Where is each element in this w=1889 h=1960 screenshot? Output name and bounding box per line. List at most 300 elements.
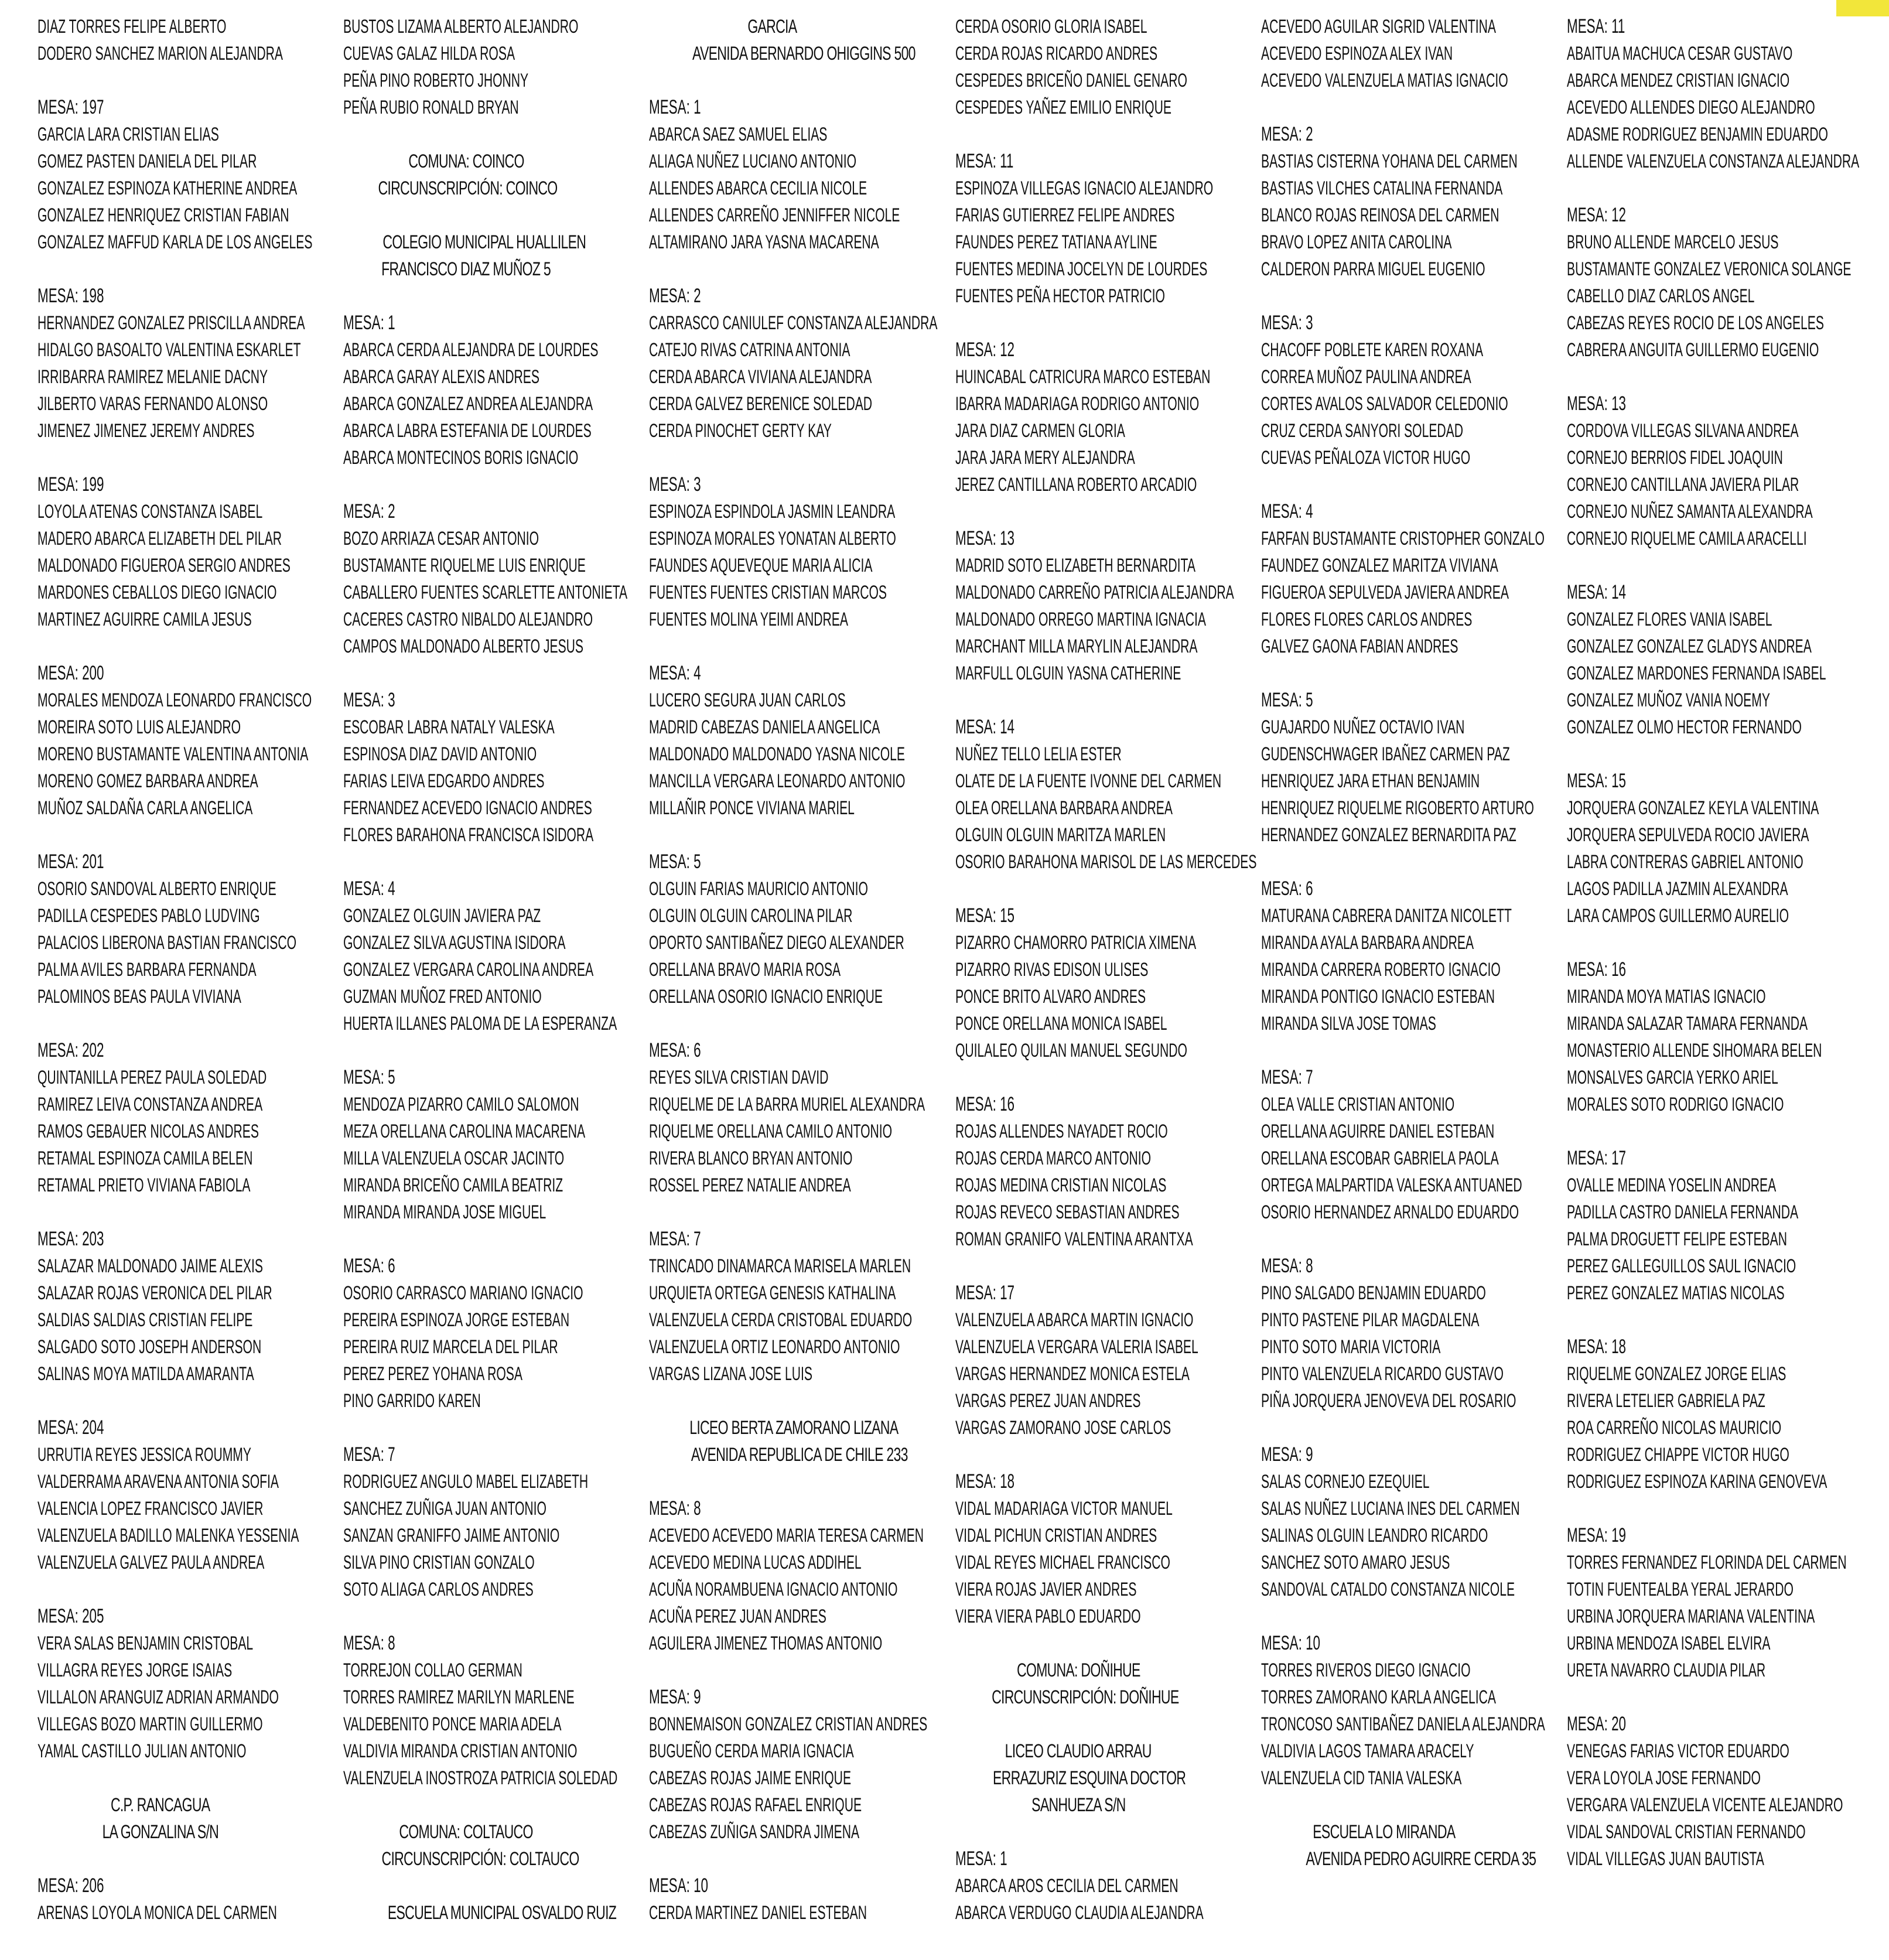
voter-name: LOYOLA ATENAS CONSTANZA ISABEL bbox=[37, 501, 263, 522]
mesa-header: MESA: 16 bbox=[955, 1093, 1015, 1115]
voter-name: LUCERO SEGURA JUAN CARLOS bbox=[649, 689, 846, 711]
heading-text: COMUNA: COLTAUCO bbox=[399, 1821, 534, 1842]
voter-name: VARGAS ZAMORANO JOSE CARLOS bbox=[955, 1417, 1171, 1438]
voter-name: SANCHEZ ZUÑIGA JUAN ANTONIO bbox=[343, 1498, 546, 1519]
voter-name: ORELLANA AGUIRRE DANIEL ESTEBAN bbox=[1261, 1121, 1495, 1142]
heading-line bbox=[343, 148, 589, 175]
voter-name: VALENCIA LOPEZ FRANCISCO JAVIER bbox=[37, 1498, 264, 1519]
voter-name: RIQUELME GONZALEZ JORGE ELIAS bbox=[1567, 1363, 1786, 1384]
voter-name: OVALLE MEDINA YOSELIN ANDREA bbox=[1567, 1174, 1777, 1196]
voter-name: URRUTIA REYES JESSICA ROUMMY bbox=[37, 1444, 251, 1465]
voter-name: ACEVEDO ACEVEDO MARIA TERESA CARMEN bbox=[649, 1525, 924, 1546]
mesa-header: MESA: 12 bbox=[1567, 204, 1627, 226]
mesa-block bbox=[1567, 13, 1889, 175]
voter-name: FAUNDEZ GONZALEZ MARITZA VIVIANA bbox=[1261, 555, 1498, 576]
mesa-header: MESA: 17 bbox=[1567, 1147, 1627, 1169]
column-1 bbox=[0, 13, 313, 1960]
voter-name: PADILLA CASTRO DANIELA FERNANDA bbox=[1567, 1201, 1799, 1223]
voter-name: PEREZ GONZALEZ MATIAS NICOLAS bbox=[1567, 1282, 1785, 1303]
heading-line bbox=[343, 1845, 589, 1872]
voter-name: ACEVEDO ESPINOZA ALEX IVAN bbox=[1261, 43, 1453, 64]
voter-name: PINO SALGADO BENJAMIN EDUARDO bbox=[1261, 1282, 1486, 1303]
voter-name: MARFULL OLGUIN YASNA CATHERINE bbox=[955, 663, 1181, 684]
mesa-header: MESA: 204 bbox=[37, 1416, 104, 1439]
voter-name: FUENTES MOLINA YEIMI ANDREA bbox=[649, 609, 848, 630]
voter-name: GONZALEZ ESPINOZA KATHERINE ANDREA bbox=[37, 177, 298, 199]
voter-name: RIQUELME ORELLANA CAMILO ANTONIO bbox=[649, 1121, 893, 1142]
mesa-header: MESA: 4 bbox=[649, 662, 701, 684]
heading-text: COMUNA: COINCO bbox=[408, 151, 524, 172]
voter-name: VALDEBENITO PONCE MARIA ADELA bbox=[343, 1713, 562, 1734]
mesa-header: MESA: 8 bbox=[343, 1632, 395, 1654]
voter-name: GONZALEZ VERGARA CAROLINA ANDREA bbox=[343, 959, 594, 980]
location-heading bbox=[955, 1737, 1224, 1818]
voter-name: SALINAS OLGUIN LEANDRO RICARDO bbox=[1261, 1525, 1488, 1546]
mesa-header: MESA: 8 bbox=[1261, 1255, 1313, 1277]
voter-name: ROJAS CERDA MARCO ANTONIO bbox=[955, 1148, 1152, 1169]
mesa-header: MESA: 18 bbox=[1567, 1336, 1627, 1358]
voter-name: OSORIO HERNANDEZ ARNALDO EDUARDO bbox=[1261, 1201, 1519, 1223]
heading-text: CIRCUNSCRIPCIÓN: DOÑIHUE bbox=[992, 1686, 1179, 1708]
mesa-header: MESA: 10 bbox=[649, 1874, 709, 1897]
voter-name: AGUILERA JIMENEZ THOMAS ANTONIO bbox=[649, 1633, 883, 1654]
heading-line bbox=[649, 1414, 899, 1441]
voter-name: PEÑA PINO ROBERTO JHONNY bbox=[343, 70, 529, 91]
voter-name: MIRANDA SALAZAR TAMARA FERNANDA bbox=[1567, 1013, 1808, 1034]
continued-list bbox=[343, 13, 612, 121]
voter-name: MIRANDA AYALA BARBARA ANDREA bbox=[1261, 932, 1474, 953]
heading-line bbox=[37, 1791, 283, 1818]
mesa-block bbox=[1567, 1145, 1889, 1306]
voter-name: VILLAGRA REYES JORGE ISAIAS bbox=[37, 1659, 233, 1681]
voter-name: VALENZUELA CERDA CRISTOBAL EDUARDO bbox=[649, 1309, 913, 1330]
mesa-header: MESA: 9 bbox=[1261, 1443, 1313, 1466]
voter-name: CORNEJO BERRIOS FIDEL JOAQUIN bbox=[1567, 447, 1783, 468]
mesa-block bbox=[955, 1279, 1224, 1441]
continued-list bbox=[1261, 13, 1529, 94]
location-heading bbox=[649, 13, 918, 67]
voter-name: PIZARRO RIVAS EDISON ULISES bbox=[955, 959, 1149, 980]
voter-name: TORRES ZAMORANO KARLA ANGELICA bbox=[1261, 1686, 1496, 1708]
location-heading bbox=[343, 228, 612, 282]
heading-line bbox=[649, 40, 916, 67]
voter-name: RAMOS GEBAUER NICOLAS ANDRES bbox=[37, 1121, 259, 1142]
mesa-header: MESA: 8 bbox=[649, 1497, 701, 1519]
voter-name: RIVERA LETELIER GABRIELA PAZ bbox=[1567, 1390, 1765, 1411]
voter-name: MALDONADO ORREGO MARTINA IGNACIA bbox=[955, 609, 1206, 630]
heading-text: AVENIDA PEDRO AGUIRRE CERDA 35 bbox=[1306, 1848, 1536, 1869]
heading-line bbox=[1261, 1845, 1536, 1872]
voter-name: FAUNDES PEREZ TATIANA AYLINE bbox=[955, 231, 1157, 252]
voter-name: FAUNDES AQUEVEQUE MARIA ALICIA bbox=[649, 555, 873, 576]
voter-name: ROJAS MEDINA CRISTIAN NICOLAS bbox=[955, 1174, 1167, 1196]
voter-name: PIZARRO CHAMORRO PATRICIA XIMENA bbox=[955, 932, 1197, 953]
mesa-header: MESA: 2 bbox=[649, 285, 701, 307]
voter-name: RAMIREZ LEIVA CONSTANZA ANDREA bbox=[37, 1094, 263, 1115]
heading-text: LICEO CLAUDIO ARRAU bbox=[1005, 1740, 1152, 1761]
heading-line bbox=[955, 1737, 1201, 1764]
voter-name: FUENTES MEDINA JOCELYN DE LOURDES bbox=[955, 258, 1208, 279]
voter-name: VALENZUELA ORTIZ LEONARDO ANTONIO bbox=[649, 1336, 900, 1357]
voter-name: VILLALON ARANGUIZ ADRIAN ARMANDO bbox=[37, 1686, 279, 1708]
voter-name: JEREZ CANTILLANA ROBERTO ARCADIO bbox=[955, 474, 1197, 495]
column-4 bbox=[918, 13, 1257, 1960]
mesa-block bbox=[37, 848, 306, 1010]
heading-line bbox=[343, 228, 589, 255]
voter-name: VALDIVIA MIRANDA CRISTIAN ANTONIO bbox=[343, 1740, 578, 1761]
mesa-header: MESA: 2 bbox=[1261, 123, 1313, 145]
column-5 bbox=[1224, 13, 1545, 1960]
voter-name: OLATE DE LA FUENTE IVONNE DEL CARMEN bbox=[955, 770, 1222, 791]
mesa-block bbox=[649, 848, 918, 1010]
voter-name: SANZAN GRANIFFO JAIME ANTONIO bbox=[343, 1525, 560, 1546]
mesa-block bbox=[955, 525, 1234, 687]
voter-name: CUEVAS PEÑALOZA VICTOR HUGO bbox=[1261, 447, 1471, 468]
voter-name: MILLAÑIR PONCE VIVIANA MARIEL bbox=[649, 797, 855, 818]
voter-name: BLANCO ROJAS REINOSA DEL CARMEN bbox=[1261, 204, 1499, 226]
mesa-block bbox=[37, 1037, 306, 1198]
voter-name: YAMAL CASTILLO JULIAN ANTONIO bbox=[37, 1740, 247, 1761]
voter-name: RODRIGUEZ ESPINOZA KARINA GENOVEVA bbox=[1567, 1471, 1827, 1492]
voter-name: RODRIGUEZ ANGULO MABEL ELIZABETH bbox=[343, 1471, 589, 1492]
voter-name: GOMEZ PASTEN DANIELA DEL PILAR bbox=[37, 151, 257, 172]
voter-name: FLORES BARAHONA FRANCISCA ISIDORA bbox=[343, 824, 594, 845]
voter-name: ABARCA GONZALEZ ANDREA ALEJANDRA bbox=[343, 393, 593, 414]
voter-name: ROJAS ALLENDES NAYADET ROCIO bbox=[955, 1121, 1168, 1142]
voter-name: PONCE BRITO ALVARO ANDRES bbox=[955, 986, 1146, 1007]
voter-name: GARCIA LARA CRISTIAN ELIAS bbox=[37, 124, 219, 145]
mesa-header: MESA: 6 bbox=[343, 1255, 395, 1277]
voter-name: ACEVEDO ALLENDES DIEGO ALEJANDRO bbox=[1567, 97, 1815, 118]
voter-name: CABEZAS REYES ROCIO DE LOS ANGELES bbox=[1567, 312, 1824, 333]
voter-name: GALVEZ GAONA FABIAN ANDRES bbox=[1261, 636, 1458, 657]
voter-name: SILVA PINO CRISTIAN GONZALO bbox=[343, 1552, 535, 1573]
mesa-block bbox=[37, 1414, 306, 1576]
voter-name: VIERA VIERA PABLO EDUARDO bbox=[955, 1606, 1141, 1627]
mesa-header: MESA: 3 bbox=[343, 689, 395, 711]
voter-name: GONZALEZ MAFFUD KARLA DE LOS ANGELES bbox=[37, 231, 313, 252]
voter-name: VALENZUELA GALVEZ PAULA ANDREA bbox=[37, 1552, 265, 1573]
voter-name: HENRIQUEZ JARA ETHAN BENJAMIN bbox=[1261, 770, 1480, 791]
heading-text: AVENIDA REPUBLICA DE CHILE 233 bbox=[691, 1444, 908, 1465]
mesa-header: MESA: 6 bbox=[1261, 877, 1313, 900]
mesa-block bbox=[37, 660, 312, 821]
voter-name: GONZALEZ GONZALEZ GLADYS ANDREA bbox=[1567, 636, 1812, 657]
mesa-header: MESA: 15 bbox=[955, 904, 1015, 927]
voter-name: ROSSEL PEREZ NATALIE ANDREA bbox=[649, 1174, 851, 1196]
voter-name: MIRANDA BRICEÑO CAMILA BEATRIZ bbox=[343, 1174, 563, 1196]
voter-name: BONNEMAISON GONZALEZ CRISTIAN ANDRES bbox=[649, 1713, 928, 1734]
voter-name: BRAVO LOPEZ ANITA CAROLINA bbox=[1261, 231, 1452, 252]
voter-name: HENRIQUEZ RIQUELME RIGOBERTO ARTURO bbox=[1261, 797, 1534, 818]
voter-name: SALAZAR MALDONADO JAIME ALEXIS bbox=[37, 1255, 263, 1276]
voter-name: MADRID CABEZAS DANIELA ANGELICA bbox=[649, 716, 880, 737]
mesa-block bbox=[649, 1037, 925, 1198]
corner-accent bbox=[1836, 0, 1889, 16]
voter-name: RIQUELME DE LA BARRA MURIEL ALEXANDRA bbox=[649, 1094, 925, 1115]
voter-name: CATEJO RIVAS CATRINA ANTONIA bbox=[649, 339, 850, 360]
voter-name: OLEA VALLE CRISTIAN ANTONIO bbox=[1261, 1094, 1455, 1115]
mesa-block bbox=[1567, 579, 1889, 740]
voter-name: JORQUERA GONZALEZ KEYLA VALENTINA bbox=[1567, 797, 1819, 818]
heading-text: LICEO BERTA ZAMORANO LIZANA bbox=[689, 1417, 899, 1438]
heading-text: SANHUEZA S/N bbox=[1031, 1794, 1126, 1815]
mesa-block bbox=[343, 309, 612, 471]
mesa-block bbox=[955, 336, 1224, 498]
voter-name: ABARCA MENDEZ CRISTIAN IGNACIO bbox=[1567, 70, 1790, 91]
mesa-block bbox=[1261, 687, 1534, 848]
voter-name: URBINA JORQUERA MARIANA VALENTINA bbox=[1567, 1606, 1815, 1627]
mesa-header: MESA: 198 bbox=[37, 285, 104, 307]
mesa-block bbox=[955, 1468, 1224, 1630]
voter-name: VALENZUELA INOSTROZA PATRICIA SOLEDAD bbox=[343, 1767, 618, 1788]
voter-name: VARGAS PEREZ JUAN ANDRES bbox=[955, 1390, 1141, 1411]
voter-name: CORNEJO CANTILLANA JAVIERA PILAR bbox=[1567, 474, 1799, 495]
mesa-block bbox=[37, 1603, 306, 1764]
mesa-header: MESA: 10 bbox=[1261, 1632, 1321, 1654]
heading-line bbox=[955, 1764, 1201, 1791]
voter-name: MADERO ABARCA ELIZABETH DEL PILAR bbox=[37, 528, 282, 549]
voter-name: MIRANDA PONTIGO IGNACIO ESTEBAN bbox=[1261, 986, 1495, 1007]
voter-name: PEREIRA RUIZ MARCELA DEL PILAR bbox=[343, 1336, 558, 1357]
mesa-block bbox=[955, 1845, 1224, 1926]
voter-name: BASTIAS CISTERNA YOHANA DEL CARMEN bbox=[1261, 151, 1518, 172]
mesa-block bbox=[343, 1630, 618, 1791]
mesa-block bbox=[649, 282, 938, 444]
mesa-block bbox=[343, 1064, 612, 1225]
voter-name: FARFAN BUSTAMANTE CRISTOPHER GONZALO bbox=[1261, 528, 1545, 549]
voter-name: FARIAS GUTIERREZ FELIPE ANDRES bbox=[955, 204, 1175, 226]
mesa-header: MESA: 200 bbox=[37, 662, 104, 684]
heading-line bbox=[955, 1657, 1201, 1684]
heading-text: ESCUELA LO MIRANDA bbox=[1313, 1821, 1456, 1842]
voter-name: GONZALEZ SILVA AGUSTINA ISIDORA bbox=[343, 932, 566, 953]
voter-name: MONSALVES GARCIA YERKO ARIEL bbox=[1567, 1067, 1778, 1088]
voter-name: VARGAS LIZANA JOSE LUIS bbox=[649, 1363, 812, 1384]
voter-name: PONCE ORELLANA MONICA ISABEL bbox=[955, 1013, 1167, 1034]
voter-name: LARA CAMPOS GUILLERMO AURELIO bbox=[1567, 905, 1789, 926]
mesa-block bbox=[1261, 1252, 1529, 1414]
mesa-header: MESA: 1 bbox=[649, 96, 701, 118]
voter-name: CHACOFF POBLETE KAREN ROXANA bbox=[1261, 339, 1484, 360]
voter-name: SALINAS MOYA MATILDA AMARANTA bbox=[37, 1363, 254, 1384]
voter-name: MARTINEZ AGUIRRE CAMILA JESUS bbox=[37, 609, 252, 630]
heading-text: ERRAZURIZ ESQUINA DOCTOR bbox=[993, 1767, 1186, 1788]
mesa-header: MESA: 201 bbox=[37, 851, 104, 873]
voter-name: ABARCA CERDA ALEJANDRA DE LOURDES bbox=[343, 339, 599, 360]
heading-line bbox=[1261, 1818, 1507, 1845]
mesa-header: MESA: 19 bbox=[1567, 1524, 1627, 1546]
mesa-block bbox=[1567, 390, 1889, 552]
voter-name: VIERA ROJAS JAVIER ANDRES bbox=[955, 1579, 1137, 1600]
mesa-block bbox=[1567, 1333, 1889, 1495]
voter-name: ABARCA VERDUGO CLAUDIA ALEJANDRA bbox=[955, 1902, 1204, 1923]
voter-name: MALDONADO CARREÑO PATRICIA ALEJANDRA bbox=[955, 582, 1234, 603]
voter-name: RETAMAL ESPINOZA CAMILA BELEN bbox=[37, 1148, 253, 1169]
location-heading bbox=[649, 1414, 918, 1468]
voter-name: ACUÑA PEREZ JUAN ANDRES bbox=[649, 1606, 826, 1627]
mesa-block bbox=[343, 1441, 612, 1603]
voter-name: VIDAL VILLEGAS JUAN BAUTISTA bbox=[1567, 1848, 1764, 1869]
voter-name: SALAS NUÑEZ LUCIANA INES DEL CARMEN bbox=[1261, 1498, 1520, 1519]
voter-name: URETA NAVARRO CLAUDIA PILAR bbox=[1567, 1659, 1766, 1681]
voter-name: RODRIGUEZ CHIAPPE VICTOR HUGO bbox=[1567, 1444, 1789, 1465]
mesa-header: MESA: 5 bbox=[1261, 689, 1313, 711]
voter-name: CACERES CASTRO NIBALDO ALEJANDRO bbox=[343, 609, 593, 630]
mesa-header: MESA: 14 bbox=[955, 716, 1015, 738]
mesa-header: MESA: 206 bbox=[37, 1874, 104, 1897]
mesa-header: MESA: 14 bbox=[1567, 581, 1627, 603]
mesa-block bbox=[1261, 1441, 1529, 1603]
voter-name: BRUNO ALLENDE MARCELO JESUS bbox=[1567, 231, 1779, 252]
voter-name: GONZALEZ FLORES VANIA ISABEL bbox=[1567, 609, 1772, 630]
voter-name: HUERTA ILLANES PALOMA DE LA ESPERANZA bbox=[343, 1013, 617, 1034]
voter-name: CERDA OSORIO GLORIA ISABEL bbox=[955, 16, 1147, 37]
voter-name: VIDAL MADARIAGA VICTOR MANUEL bbox=[955, 1498, 1173, 1519]
voter-name: CORREA MUÑOZ PAULINA ANDREA bbox=[1261, 366, 1471, 387]
voter-name: GUDENSCHWAGER IBAÑEZ CARMEN PAZ bbox=[1261, 743, 1510, 764]
voter-name: PALACIOS LIBERONA BASTIAN FRANCISCO bbox=[37, 932, 297, 953]
voter-name: ABARCA LABRA ESTEFANIA DE LOURDES bbox=[343, 420, 592, 441]
voter-name: HUINCABAL CATRICURA MARCO ESTEBAN bbox=[955, 366, 1211, 387]
voter-name: FERNANDEZ ACEVEDO IGNACIO ANDRES bbox=[343, 797, 592, 818]
heading-line bbox=[649, 1441, 908, 1468]
voter-name: MORALES SOTO RODRIGO IGNACIO bbox=[1567, 1094, 1784, 1115]
voter-name: GONZALEZ OLGUIN JAVIERA PAZ bbox=[343, 905, 541, 926]
location-heading bbox=[1261, 1818, 1536, 1872]
voter-name: LABRA CONTRERAS GABRIEL ANTONIO bbox=[1567, 851, 1803, 872]
mesa-block bbox=[343, 1252, 612, 1414]
voter-name: FARIAS LEIVA EDGARDO ANDRES bbox=[343, 770, 545, 791]
mesa-block bbox=[1261, 1064, 1529, 1225]
voter-name: MONASTERIO ALLENDE SIHOMARA BELEN bbox=[1567, 1040, 1822, 1061]
voter-name: CERDA ROJAS RICARDO ANDRES bbox=[955, 43, 1158, 64]
heading-line bbox=[343, 1899, 617, 1926]
voter-name: MEZA ORELLANA CAROLINA MACARENA bbox=[343, 1121, 586, 1142]
voter-name: TORREJON COLLAO GERMAN bbox=[343, 1659, 522, 1681]
location-heading bbox=[343, 1899, 617, 1926]
voter-name: PINTO SOTO MARIA VICTORIA bbox=[1261, 1336, 1441, 1357]
voter-name: MANCILLA VERGARA LEONARDO ANTONIO bbox=[649, 770, 906, 791]
voter-name: DODERO SANCHEZ MARION ALEJANDRA bbox=[37, 43, 283, 64]
voter-name: MALDONADO FIGUEROA SERGIO ANDRES bbox=[37, 555, 291, 576]
mesa-block bbox=[1261, 309, 1529, 471]
voter-name: MATURANA CABRERA DANITZA NICOLETT bbox=[1261, 905, 1512, 926]
voter-name: MARCHANT MILLA MARYLIN ALEJANDRA bbox=[955, 636, 1198, 657]
location-heading bbox=[955, 1657, 1224, 1710]
voter-name: URQUIETA ORTEGA GENESIS KATHALINA bbox=[649, 1282, 896, 1303]
voter-name: OSORIO BARAHONA MARISOL DE LAS MERCEDES bbox=[955, 851, 1257, 872]
voter-name: CABELLO DIAZ CARLOS ANGEL bbox=[1567, 285, 1755, 306]
voter-name: ACEVEDO VALENZUELA MATIAS IGNACIO bbox=[1261, 70, 1508, 91]
voter-name: ARENAS LOYOLA MONICA DEL CARMEN bbox=[37, 1902, 277, 1923]
mesa-header: MESA: 13 bbox=[955, 527, 1015, 549]
voter-name: MORALES MENDOZA LEONARDO FRANCISCO bbox=[37, 689, 312, 711]
voter-name: FLORES FLORES CARLOS ANDRES bbox=[1261, 609, 1473, 630]
voter-name: PALMA AVILES BARBARA FERNANDA bbox=[37, 959, 257, 980]
mesa-block bbox=[343, 687, 612, 848]
mesa-block bbox=[1261, 498, 1545, 660]
continued-list bbox=[955, 13, 1224, 121]
mesa-block bbox=[1567, 1710, 1889, 1872]
voter-name: HERNANDEZ GONZALEZ BERNARDITA PAZ bbox=[1261, 824, 1516, 845]
voter-name: PEREIRA ESPINOZA JORGE ESTEBAN bbox=[343, 1309, 570, 1330]
mesa-header: MESA: 3 bbox=[1261, 312, 1313, 334]
voter-name: OLGUIN FARIAS MAURICIO ANTONIO bbox=[649, 878, 868, 899]
mesa-block bbox=[955, 1091, 1224, 1252]
voter-name: VIDAL REYES MICHAEL FRANCISCO bbox=[955, 1552, 1170, 1573]
mesa-block bbox=[955, 148, 1224, 309]
voter-name: CABEZAS ROJAS JAIME ENRIQUE bbox=[649, 1767, 852, 1788]
voter-name: MADRID SOTO ELIZABETH BERNARDITA bbox=[955, 555, 1195, 576]
mesa-header: MESA: 1 bbox=[343, 312, 395, 334]
mesa-header: MESA: 15 bbox=[1567, 770, 1627, 792]
continued-list bbox=[37, 13, 306, 67]
voter-name: CAMPOS MALDONADO ALBERTO JESUS bbox=[343, 636, 583, 657]
voter-name: JILBERTO VARAS FERNANDO ALONSO bbox=[37, 393, 268, 414]
voter-name: CABEZAS ZUÑIGA SANDRA JIMENA bbox=[649, 1821, 860, 1842]
column-2 bbox=[306, 13, 628, 1960]
mesa-block bbox=[1567, 956, 1889, 1118]
mesa-block bbox=[1567, 202, 1889, 363]
voter-name: ROJAS REVECO SEBASTIAN ANDRES bbox=[955, 1201, 1180, 1223]
voter-name: ACUÑA NORAMBUENA IGNACIO ANTONIO bbox=[649, 1579, 898, 1600]
voter-name: JIMENEZ JIMENEZ JEREMY ANDRES bbox=[37, 420, 255, 441]
mesa-block bbox=[649, 94, 918, 255]
heading-text: COLEGIO MUNICIPAL HUALLILEN bbox=[382, 231, 586, 252]
heading-text: GARCIA bbox=[747, 16, 797, 37]
voter-name: OLEA ORELLANA BARBARA ANDREA bbox=[955, 797, 1173, 818]
mesa-block bbox=[1261, 121, 1529, 282]
mesa-header: MESA: 4 bbox=[343, 877, 395, 900]
voter-name: RETAMAL PRIETO VIVIANA FABIOLA bbox=[37, 1174, 251, 1196]
mesa-header: MESA: 5 bbox=[343, 1066, 395, 1088]
voter-name: CRUZ CERDA SANYORI SOLEDAD bbox=[1261, 420, 1464, 441]
heading-text: ESCUELA MUNICIPAL OSVALDO RUIZ bbox=[387, 1902, 617, 1923]
voter-name: SOTO ALIAGA CARLOS ANDRES bbox=[343, 1579, 534, 1600]
voter-name: CALDERON PARRA MIGUEL EUGENIO bbox=[1261, 258, 1485, 279]
mesa-header: MESA: 16 bbox=[1567, 958, 1627, 981]
heading-line bbox=[955, 1791, 1201, 1818]
voter-name: PEREZ GALLEGUILLOS SAUL IGNACIO bbox=[1567, 1255, 1796, 1276]
mesa-block bbox=[649, 1872, 918, 1926]
voter-name: MENDOZA PIZARRO CAMILO SALOMON bbox=[343, 1094, 579, 1115]
mesa-block bbox=[37, 471, 306, 633]
voter-name: GUZMAN MUÑOZ FRED ANTONIO bbox=[343, 986, 542, 1007]
voter-name: VERA SALAS BENJAMIN CRISTOBAL bbox=[37, 1633, 254, 1654]
mesa-block bbox=[649, 471, 918, 633]
mesa-block bbox=[37, 1225, 306, 1387]
location-heading bbox=[37, 1791, 306, 1845]
voter-name: IRRIBARRA RAMIREZ MELANIE DACNY bbox=[37, 366, 268, 387]
mesa-block bbox=[955, 902, 1224, 1064]
heading-line bbox=[343, 1818, 589, 1845]
voter-name: PALOMINOS BEAS PAULA VIVIANA bbox=[37, 986, 241, 1007]
voter-name: BUGUEÑO CERDA MARIA IGNACIA bbox=[649, 1740, 854, 1761]
mesa-header: MESA: 11 bbox=[1567, 15, 1625, 37]
mesa-header: MESA: 199 bbox=[37, 473, 104, 496]
mesa-header: MESA: 6 bbox=[649, 1039, 701, 1061]
voter-name: PEREZ PEREZ YOHANA ROSA bbox=[343, 1363, 522, 1384]
heading-line bbox=[343, 175, 589, 202]
voter-name: PALMA DROGUETT FELIPE ESTEBAN bbox=[1567, 1228, 1787, 1249]
voter-name: MIRANDA CARRERA ROBERTO IGNACIO bbox=[1261, 959, 1501, 980]
voter-name: ABAITUA MACHUCA CESAR GUSTAVO bbox=[1567, 43, 1793, 64]
voter-name: MUÑOZ SALDAÑA CARLA ANGELICA bbox=[37, 797, 253, 818]
voter-name: GONZALEZ OLMO HECTOR FERNANDO bbox=[1567, 716, 1802, 737]
mesa-header: MESA: 205 bbox=[37, 1605, 104, 1627]
voter-name: BUSTAMANTE RIQUELME LUIS ENRIQUE bbox=[343, 555, 586, 576]
